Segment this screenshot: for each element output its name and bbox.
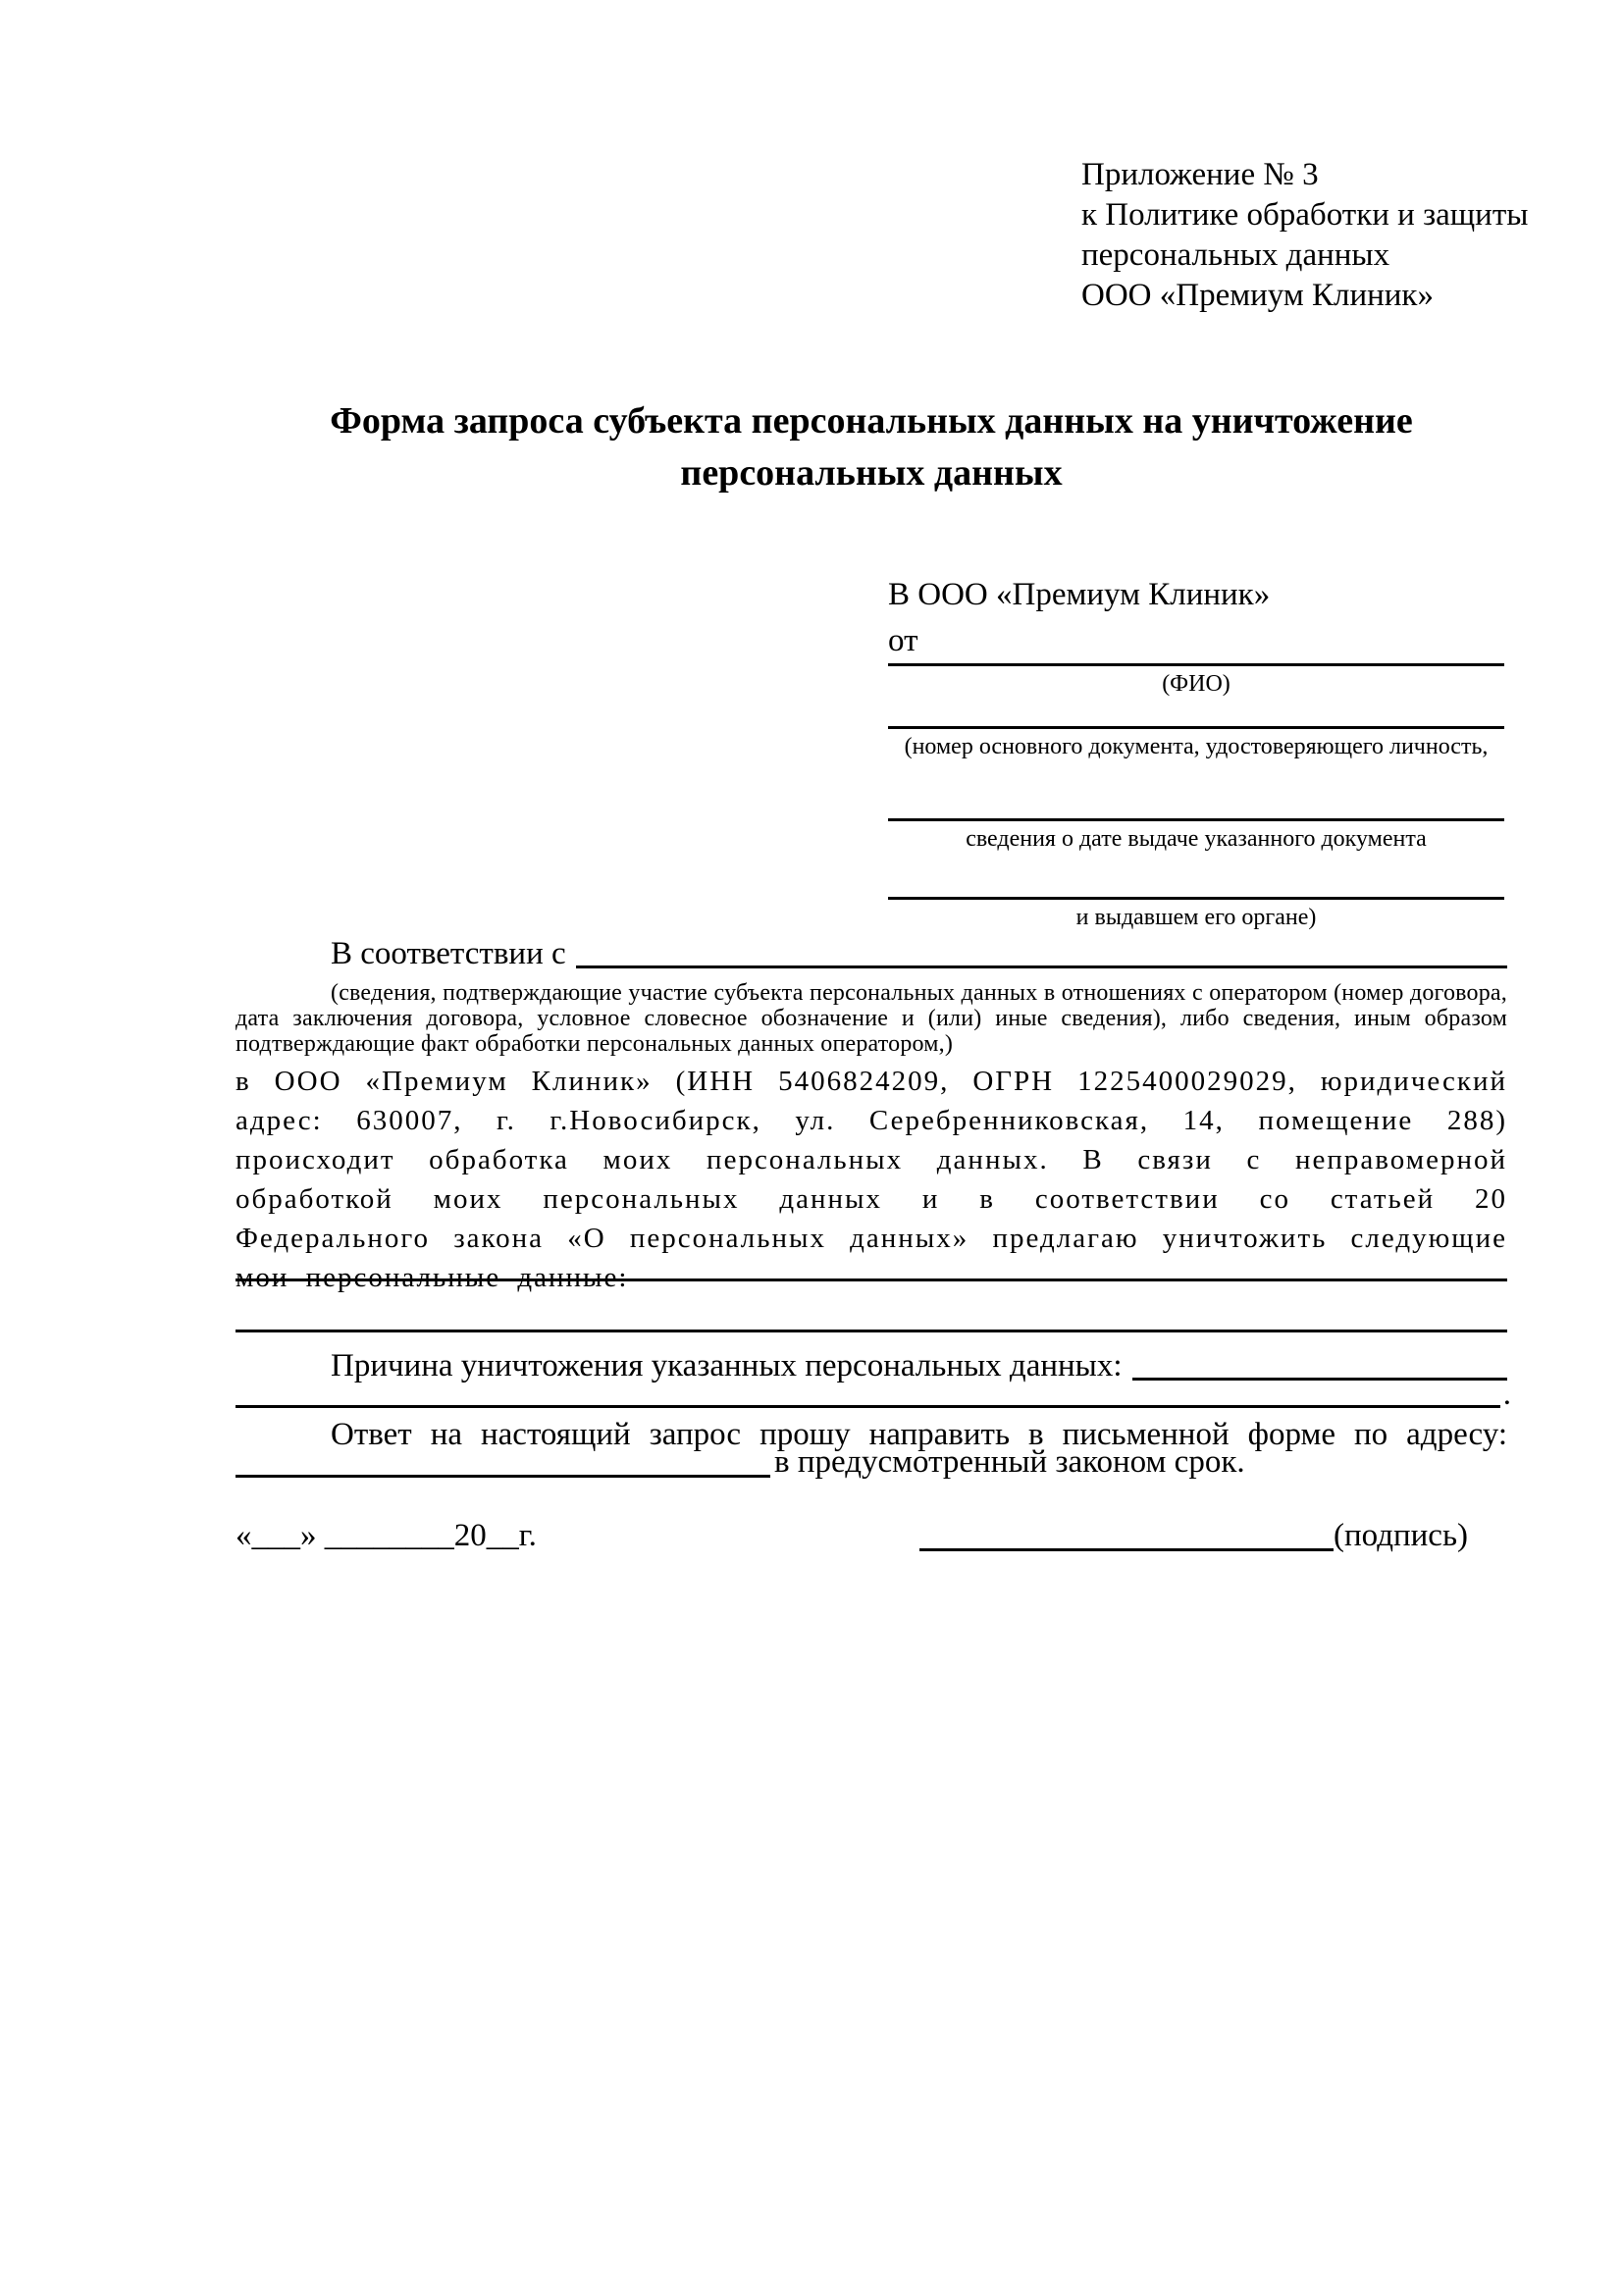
issuing-authority-field-line bbox=[888, 897, 1504, 900]
document-title: Форма запроса субъекта персональных данных на уничтожение персональных данных bbox=[330, 400, 1413, 494]
response-request-text: Ответ на настоящий запрос прошу направить в письменной форме по адресу: bbox=[331, 1417, 1507, 1452]
accordance-prefix: В соответствии с bbox=[331, 936, 566, 971]
signature-label: (подпись) bbox=[1334, 1518, 1468, 1553]
addressee-from: от bbox=[888, 623, 918, 658]
document-number-field-label: (номер основного документа, удостоверяющего личность, bbox=[904, 734, 1489, 759]
response-suffix: в предусмотренный законом срок. bbox=[774, 1444, 1245, 1480]
signature-group bbox=[919, 1516, 1468, 1556]
personal-data-field-line-1 bbox=[236, 1278, 1507, 1281]
response-address-row bbox=[236, 1442, 1507, 1483]
appendix-header-line: Приложение № 3 bbox=[1081, 157, 1319, 192]
appendix-header-block bbox=[1081, 155, 1543, 316]
reason-continuation-row bbox=[236, 1377, 1511, 1412]
date-blank: «___» ________20__г. bbox=[236, 1518, 537, 1553]
fio-field-label: (ФИО) bbox=[1162, 671, 1230, 697]
appendix-header-line: к Политике обработки и защиты bbox=[1081, 197, 1529, 233]
reason-label: Причина уничтожения указанных персональных данных: bbox=[331, 1348, 1123, 1383]
signature-field-line bbox=[919, 1548, 1334, 1551]
reason-field-line bbox=[1132, 1378, 1507, 1381]
addressee-block bbox=[888, 574, 1504, 932]
appendix-header-line: ООО «Премиум Клиник» bbox=[1081, 278, 1434, 313]
personal-data-field-line-2 bbox=[236, 1330, 1507, 1332]
appendix-header-line: персональных данных bbox=[1081, 237, 1390, 273]
main-paragraph: в ООО «Премиум Клиник» (ИНН 5406824209, ОГРН 1225400029029, юридический адрес: 630007, г. г.Новосибирск, ул. Серебренниковская, 14, помещение 288) происходит обработка моих персональных данных. В связи с неправомерной обработкой моих персональных данных и в соответствии со статьей 20 Федерального закона «О персональных данных» предлагаю уничтожить следующие мои персональные данные: bbox=[236, 1066, 1507, 1293]
address-field-line bbox=[236, 1475, 770, 1478]
date-signature-row bbox=[236, 1516, 1507, 1556]
accordance-row bbox=[236, 934, 1507, 974]
reason-field-line-continuation bbox=[236, 1405, 1500, 1408]
reason-row bbox=[236, 1346, 1507, 1386]
accordance-note: (сведения, подтверждающие участие субъекта персональных данных в отношениях с оператором (номер договора, дата заключения договора, условное словесное обозначение и (или) иные сведения), либо сведения, иным образом подтверждающие факт обработки персональных данных оператором,) bbox=[236, 980, 1507, 1057]
issuing-authority-field-label: и выдавшем его органе) bbox=[1075, 905, 1317, 930]
issue-date-field-label: сведения о дате выдаче указанного документа bbox=[966, 826, 1427, 852]
document-number-field-line bbox=[888, 726, 1504, 729]
period-mark: . bbox=[1502, 1377, 1511, 1412]
fio-field-line bbox=[888, 663, 1504, 666]
issue-date-field-line bbox=[888, 818, 1504, 821]
accordance-field-line bbox=[576, 965, 1507, 968]
addressee-to: В ООО «Премиум Клиник» bbox=[888, 577, 1271, 612]
